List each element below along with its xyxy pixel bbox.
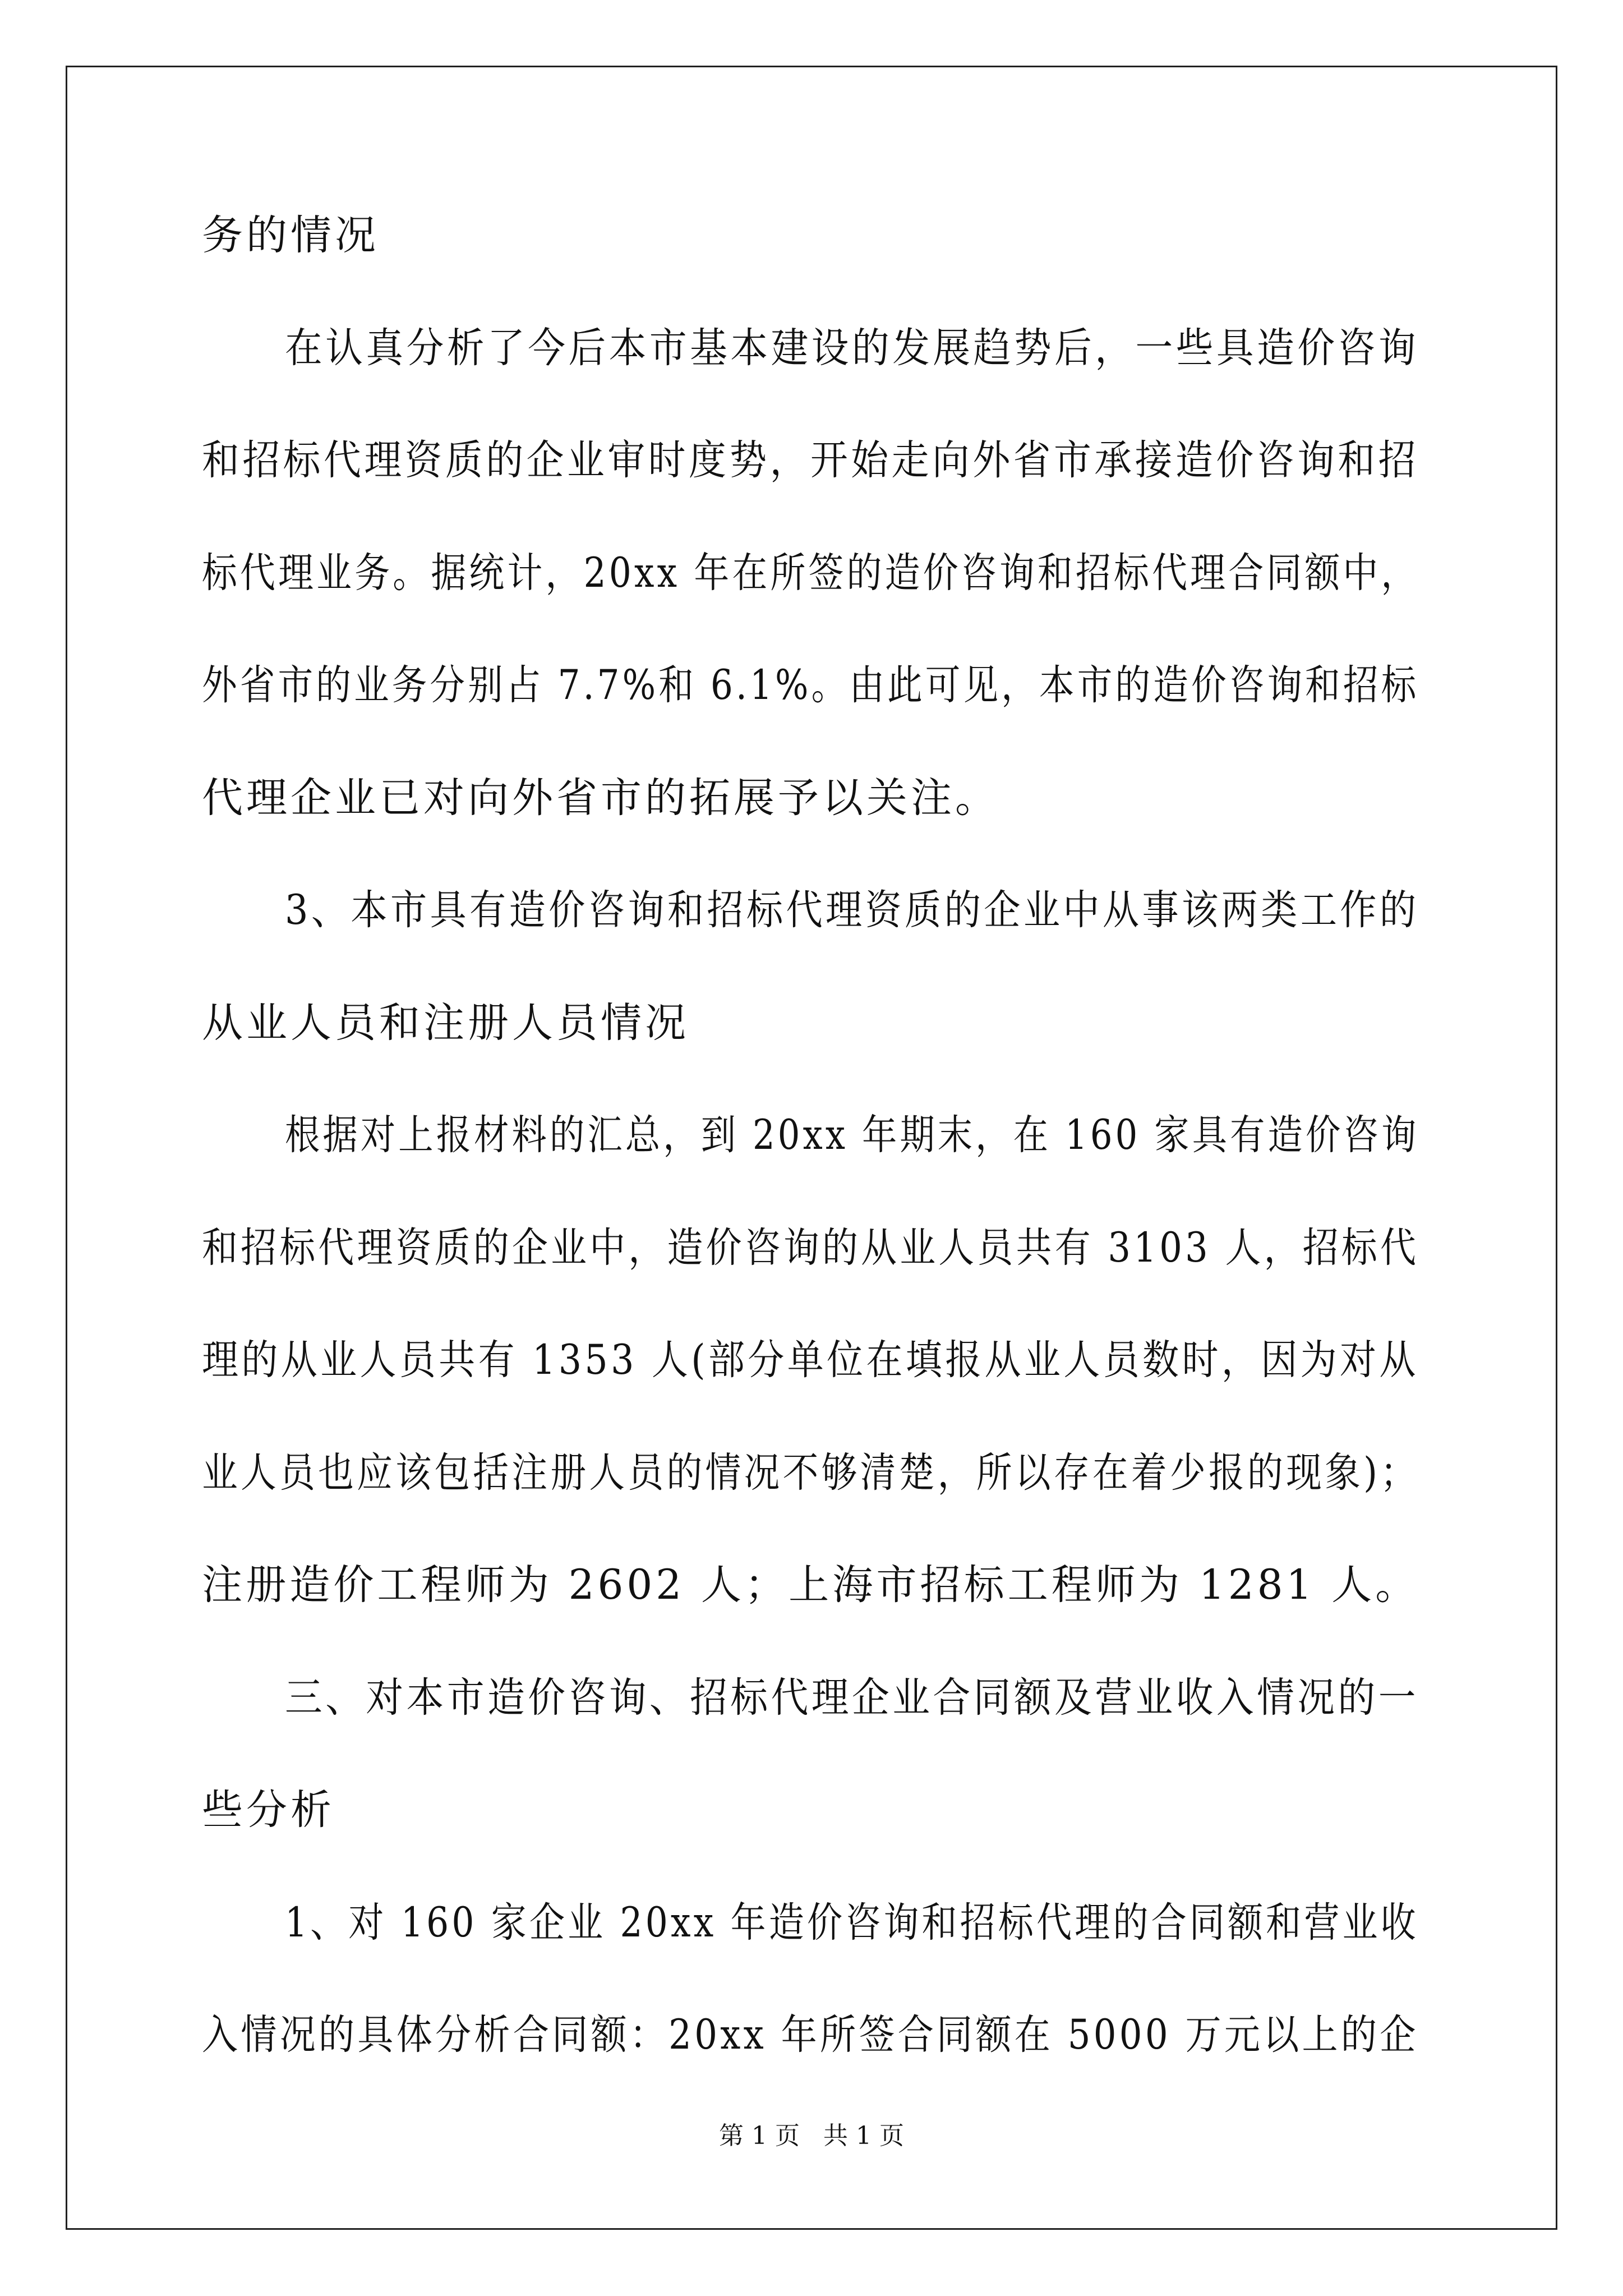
section-heading-line: 3、本市具有造价咨询和招标代理资质的企业中从事该两类工作的 bbox=[285, 886, 1419, 934]
text-line: 标代理业务。据统计，20xx 年在所签的造价咨询和招标代理合同额中， bbox=[202, 549, 1419, 597]
text-line: 务的情况 bbox=[202, 211, 379, 259]
text-line: 根据对上报材料的汇总，到 20xx 年期末，在 160 家具有造价咨询 bbox=[285, 1111, 1419, 1159]
page-number: 第 1 页 共 1 页 bbox=[719, 2122, 904, 2150]
text-line: 和招标代理资质的企业中，造价咨询的从业人员共有 3103 人，招标代 bbox=[202, 1223, 1419, 1272]
text-line: 外省市的业务分别占 7.7%和 6.1%。由此可见，本市的造价咨询和招标 bbox=[202, 661, 1419, 709]
section-heading-line: 从业人员和注册人员情况 bbox=[202, 999, 689, 1047]
text-line: 在认真分析了今后本市基本建设的发展趋势后，一些具造价咨询 bbox=[285, 324, 1419, 372]
section-heading-line: 三、对本市造价咨询、招标代理企业合同额及营业收入情况的一 bbox=[285, 1673, 1419, 1722]
text-line: 业人员也应该包括注册人员的情况不够清楚，所以存在着少报的现象)； bbox=[202, 1448, 1419, 1497]
section-heading-line: 些分析 bbox=[202, 1786, 335, 1834]
text-line: 入情况的具体分析合同额：20xx 年所签合同额在 5000 万元以上的企 bbox=[202, 2011, 1419, 2059]
text-line: 1、对 160 家企业 20xx 年造价咨询和招标代理的合同额和营业收 bbox=[285, 1898, 1419, 1947]
text-line: 理的从业人员共有 1353 人(部分单位在填报从业人员数时，因为对从 bbox=[202, 1336, 1419, 1384]
text-line: 注册造价工程师为 2602 人；上海市招标工程师为 1281 人。 bbox=[202, 1561, 1419, 1609]
text-line: 和招标代理资质的企业审时度势，开始走向外省市承接造价咨询和招 bbox=[202, 436, 1419, 484]
text-line: 代理企业已对向外省市的拓展予以关注。 bbox=[202, 774, 999, 822]
